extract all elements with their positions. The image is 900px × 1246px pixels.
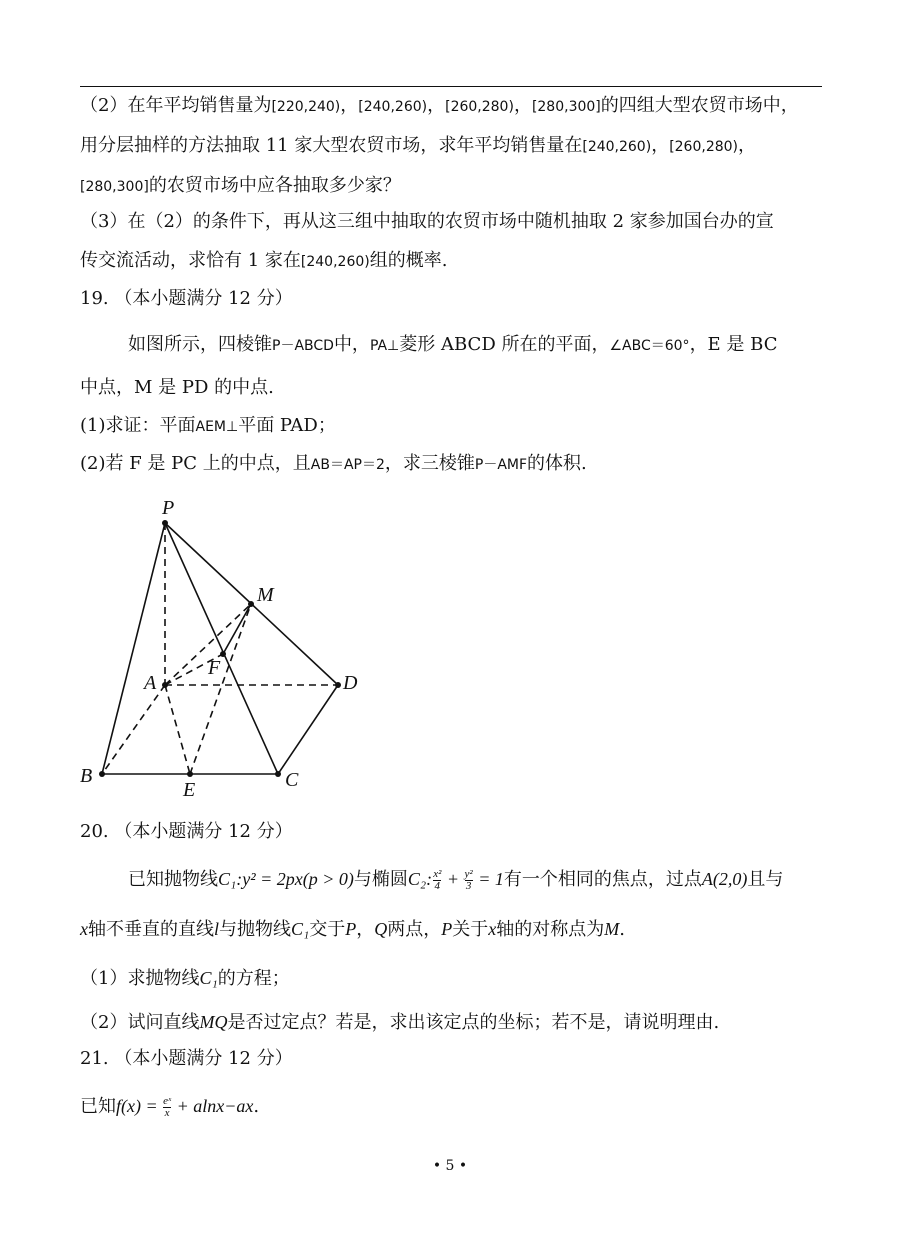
label-C: C <box>285 769 299 791</box>
text: 传交流活动，求恰有 1 家在 <box>80 250 301 271</box>
denominator: 3 <box>465 879 472 892</box>
text: ， <box>427 95 446 116</box>
q20-heading <box>80 820 293 844</box>
math: PA⊥ <box>369 338 400 354</box>
text: ， <box>340 95 359 116</box>
math: Q <box>374 919 388 939</box>
text: (2)若 F 是 PC 上的中点，且 <box>80 453 311 474</box>
label-M: M <box>257 584 274 606</box>
math: AB＝AP＝2 <box>310 457 385 473</box>
text: . <box>619 919 626 940</box>
text: 轴的对称点为 <box>496 919 605 940</box>
denominator: x <box>164 1106 170 1119</box>
interval: [220,240) <box>271 99 341 115</box>
math: P－ABCD <box>272 338 334 354</box>
q20-stem-line1 <box>128 867 783 892</box>
interval: [260,280) <box>669 139 739 155</box>
text: （3）在（2）的条件下，再从这三组中抽取的农贸市场中随机抽取 2 家参加国台办的宣 <box>80 211 774 232</box>
point-M <box>248 601 254 607</box>
edge-AE <box>165 685 190 774</box>
q21-heading <box>80 1047 293 1071</box>
point-P <box>162 520 168 526</box>
point-C <box>275 771 281 777</box>
text: 有一个相同的焦点，过点 <box>503 869 702 890</box>
fraction <box>465 869 473 892</box>
text: 中， <box>333 334 370 355</box>
math: l <box>214 919 220 939</box>
math: P <box>345 919 357 939</box>
math: + alnx−ax <box>172 1096 254 1116</box>
denominator: 4 <box>434 879 441 892</box>
text: 组的概率. <box>369 250 448 271</box>
interval: [240,260) <box>358 99 428 115</box>
text: 两点， <box>387 919 442 940</box>
fraction <box>163 1096 171 1119</box>
text: 与抛物线 <box>219 919 292 940</box>
point-B <box>99 771 105 777</box>
edge-AB <box>102 685 165 774</box>
text: ， <box>738 135 757 156</box>
text: . <box>253 1096 260 1117</box>
text: 已知抛物线 <box>128 869 218 890</box>
q20-part1 <box>80 966 290 991</box>
math: A(2,0) <box>701 869 748 889</box>
q20-stem-line2 <box>80 917 625 942</box>
q20-part2 <box>80 1010 719 1035</box>
text: 且与 <box>747 869 784 890</box>
text: ， <box>513 95 532 116</box>
interval: [280,300] <box>531 99 601 115</box>
text: ，求三棱锥 <box>384 453 475 474</box>
math: x <box>80 919 88 939</box>
math: AEM⊥ <box>195 419 239 435</box>
text: 的方程； <box>217 968 290 989</box>
text: 如图所示，四棱锥 <box>128 334 272 355</box>
math: M <box>604 919 620 939</box>
label-B: B <box>80 765 93 787</box>
edge-PB <box>102 523 165 774</box>
edge-FM <box>223 604 251 654</box>
text: （2）试问直线 <box>80 1012 200 1033</box>
edge-PC <box>165 523 278 774</box>
text: 已知 <box>80 1096 116 1117</box>
math: x <box>488 919 497 939</box>
text: 交于 <box>309 919 346 940</box>
text: 轴不垂直的直线 <box>88 919 214 940</box>
interval: [280,300] <box>80 179 149 195</box>
question-heading: 20. （本小题满分 12 分） <box>80 821 293 842</box>
math: ∠ABC＝60° <box>609 338 690 354</box>
math: C₁: <box>218 869 243 889</box>
label-E: E <box>183 779 196 801</box>
point-D <box>335 682 341 688</box>
question-heading: 19. （本小题满分 12 分） <box>80 288 293 309</box>
math: + <box>442 869 464 889</box>
math: y² = 2px(p > 0) <box>242 869 354 889</box>
question-heading: 21. （本小题满分 12 分） <box>80 1048 293 1069</box>
point-E <box>187 771 193 777</box>
text: 用分层抽样的方法抽取 11 家大型农贸市场，求年平均销售量在 <box>80 135 583 156</box>
label-P: P <box>162 497 175 519</box>
text: 的四组大型农贸市场中， <box>600 95 799 116</box>
edge-CD <box>278 685 338 774</box>
label-A: A <box>144 672 157 694</box>
point-F <box>220 651 226 657</box>
interval: [240,260) <box>300 254 370 270</box>
fraction <box>433 869 441 892</box>
math: C₂: <box>407 869 433 889</box>
page-number: • 5 • <box>432 1158 468 1174</box>
numerator: x² <box>433 867 442 880</box>
text: 的体积. <box>527 453 587 474</box>
math: C₁ <box>199 968 218 988</box>
math: C₁ <box>291 919 310 939</box>
math: MQ <box>199 1012 228 1032</box>
text: 是否过定点？若是，求出该定点的坐标；若不是，请说明理由. <box>227 1012 720 1033</box>
text: 平面 PAD； <box>238 415 336 436</box>
interval: [260,280) <box>445 99 514 115</box>
text: ， <box>356 919 375 940</box>
math: P－AMF <box>474 457 528 473</box>
text: 菱形 ABCD 所在的平面， <box>399 334 610 355</box>
text: （2）在年平均销售量为 <box>80 95 272 116</box>
edge-EM <box>190 604 251 774</box>
point-A <box>162 682 168 688</box>
label-D: D <box>343 672 358 694</box>
text: 关于 <box>452 919 489 940</box>
text: (1)求证：平面 <box>80 415 196 436</box>
math: f(x) = <box>116 1096 163 1116</box>
text: ， <box>651 135 670 156</box>
text: ，E 是 BC <box>689 334 778 355</box>
text: 中点，M 是 PD 的中点. <box>80 377 274 398</box>
q21-stem <box>80 1094 259 1119</box>
text: 的农贸市场中应各抽取多少家？ <box>148 175 401 196</box>
math: P <box>441 919 453 939</box>
text: 与椭圆 <box>353 869 408 890</box>
numerator: y² <box>464 867 473 880</box>
numerator: eˣ <box>163 1094 172 1107</box>
interval: [240,260) <box>582 139 652 155</box>
math: = 1 <box>473 869 504 889</box>
label-F: F <box>208 657 221 679</box>
text: （1）求抛物线 <box>80 968 200 989</box>
